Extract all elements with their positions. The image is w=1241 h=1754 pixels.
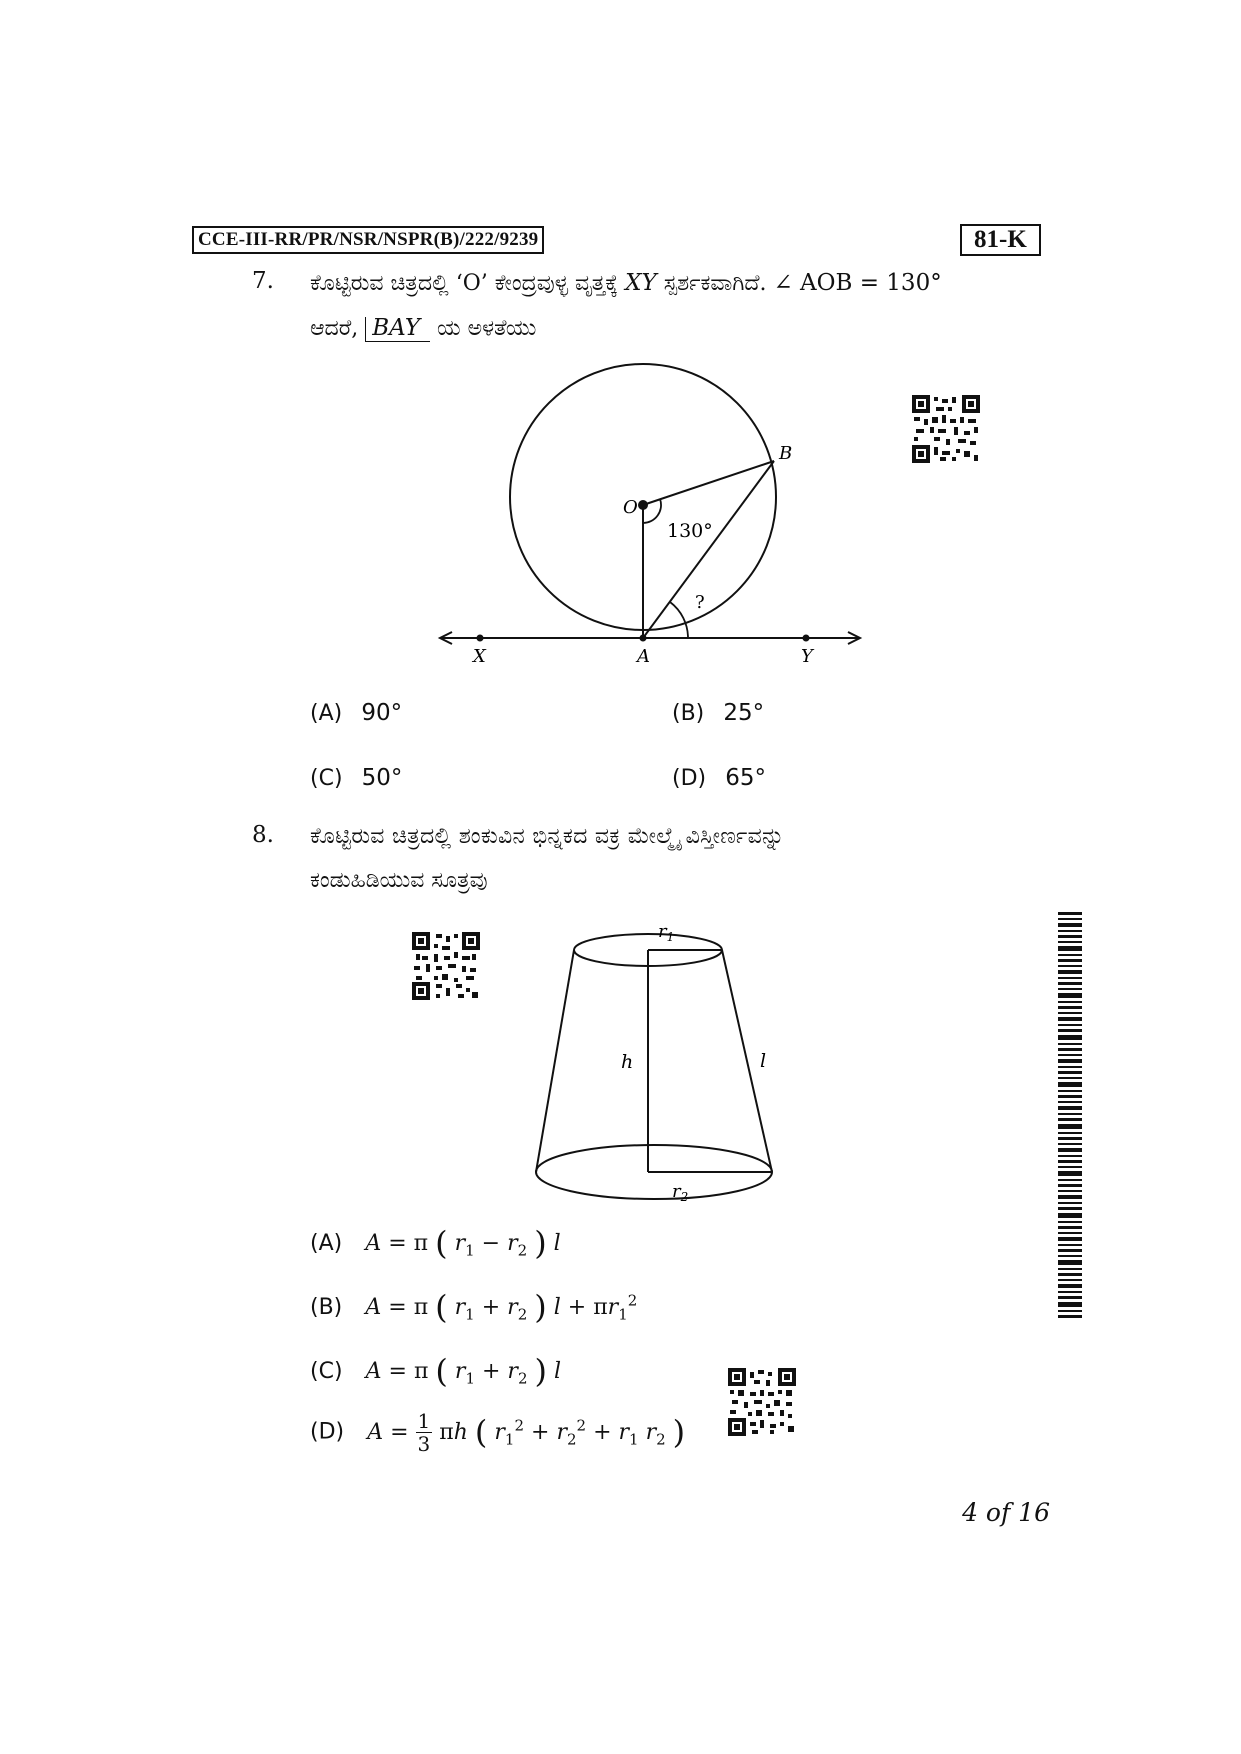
point-x [477,635,484,642]
formula-c: A = π ( $r_1 + r_2$ ) l [365,1352,562,1390]
q7-option-a[interactable] [310,700,402,726]
q7-option-b[interactable] [672,700,764,726]
option-value: 90° [361,700,403,726]
option-label: (D) [310,1419,345,1445]
paper-number-badge: 81-K [960,224,1041,256]
option-value: 50° [361,765,403,791]
option-label: (A) [310,1231,343,1256]
q7-text-b: ಸ್ಪರ್ಶಕವಾಗಿದೆ. [663,271,767,296]
q8-line-2: ಕಂಡುಹಿಡಿಯುವ ಸೂತ್ರವು [310,868,488,893]
qr-code-icon [728,1368,796,1436]
radius-ob [643,461,774,505]
page-number: 4 of 16 [962,1498,1050,1527]
label-angle-130: 130° [667,520,713,542]
option-label: (D) [672,766,707,791]
left-slant [536,950,574,1172]
q8-option-b[interactable] [310,1288,637,1326]
q7-text-a: ಕೊಟ್ಟಿರುವ ಚಿತ್ರದಲ್ಲಿ ‘O’ ಕೇಂದ್ರವುಳ್ಳ ವೃತ್ತಕ್ಕೆ [310,271,619,296]
q7-option-c[interactable] [310,765,402,791]
q7-tangent-name: XY [625,270,657,296]
qr-code-icon [912,395,980,463]
q7-number: 7. [252,268,274,294]
q8-option-d[interactable] [310,1410,685,1455]
q7-text-d: ಯ ಅಳತೆಯು [437,316,537,341]
q8-frustum-figure [520,916,790,1214]
label-b: B [779,443,793,464]
q7-line-2 [310,314,536,344]
label-r2: $r_2$ [672,1181,689,1204]
option-label: (A) [310,701,343,726]
label-x: X [473,646,486,667]
q7-given-angle: ∠ AOB = 130° [773,270,942,296]
label-l: l [760,1050,767,1072]
center-point-o [638,500,648,510]
qr-code-icon [412,932,480,1000]
q7-angle-symbol [365,317,430,342]
option-label: (C) [310,766,343,791]
q7-option-d[interactable] [672,765,766,791]
option-value: 65° [725,765,766,791]
angle-arc-bay [670,602,688,638]
option-label: (B) [672,701,705,726]
option-label: (B) [310,1295,343,1320]
formula-b: A = π ( $r_1 + r_2$ ) $l + \pi r_1^2$ [365,1288,638,1326]
q7-angle-name: BAY [372,315,421,341]
q8-option-c[interactable] [310,1352,561,1390]
label-o: O [623,497,638,518]
barcode-icon [1058,912,1082,1320]
label-a: A [637,646,650,667]
formula-a: A = π ( $r_1 - r_2$ ) l [365,1224,561,1262]
label-h: h [621,1051,634,1073]
option-value: 25° [723,700,765,726]
point-y [803,635,810,642]
q7-line-1 [310,268,942,299]
q8-option-a[interactable] [310,1224,561,1262]
q8-line-1: ಕೊಟ್ಟಿರುವ ಚಿತ್ರದಲ್ಲಿ ಶಂಕುವಿನ ಭಿನ್ನಕದ ವಕ್ರ ಮೇಲ್ಮೈ ವಿಸ್ತೀರ್ಣವನ್ನು [310,824,785,849]
chord-ab [643,461,774,638]
label-r1: $r_1$ [658,921,675,944]
point-a [640,635,647,642]
q8-number: 8. [252,822,274,848]
question-paper-code: CCE-III-RR/PR/NSR/NSPR(B)/222/9239 [192,226,544,254]
label-unknown-angle: ? [695,592,705,613]
q7-text-c: ಆದರೆ, [310,316,359,341]
option-label: (C) [310,1359,343,1384]
q7-circle-figure [420,360,880,680]
formula-d: A = $\frac{1}{3}$ πh ( $r_1^2 + r_2^2 + r_1$ $r_2$ ) [367,1409,686,1456]
label-y: Y [801,646,813,667]
